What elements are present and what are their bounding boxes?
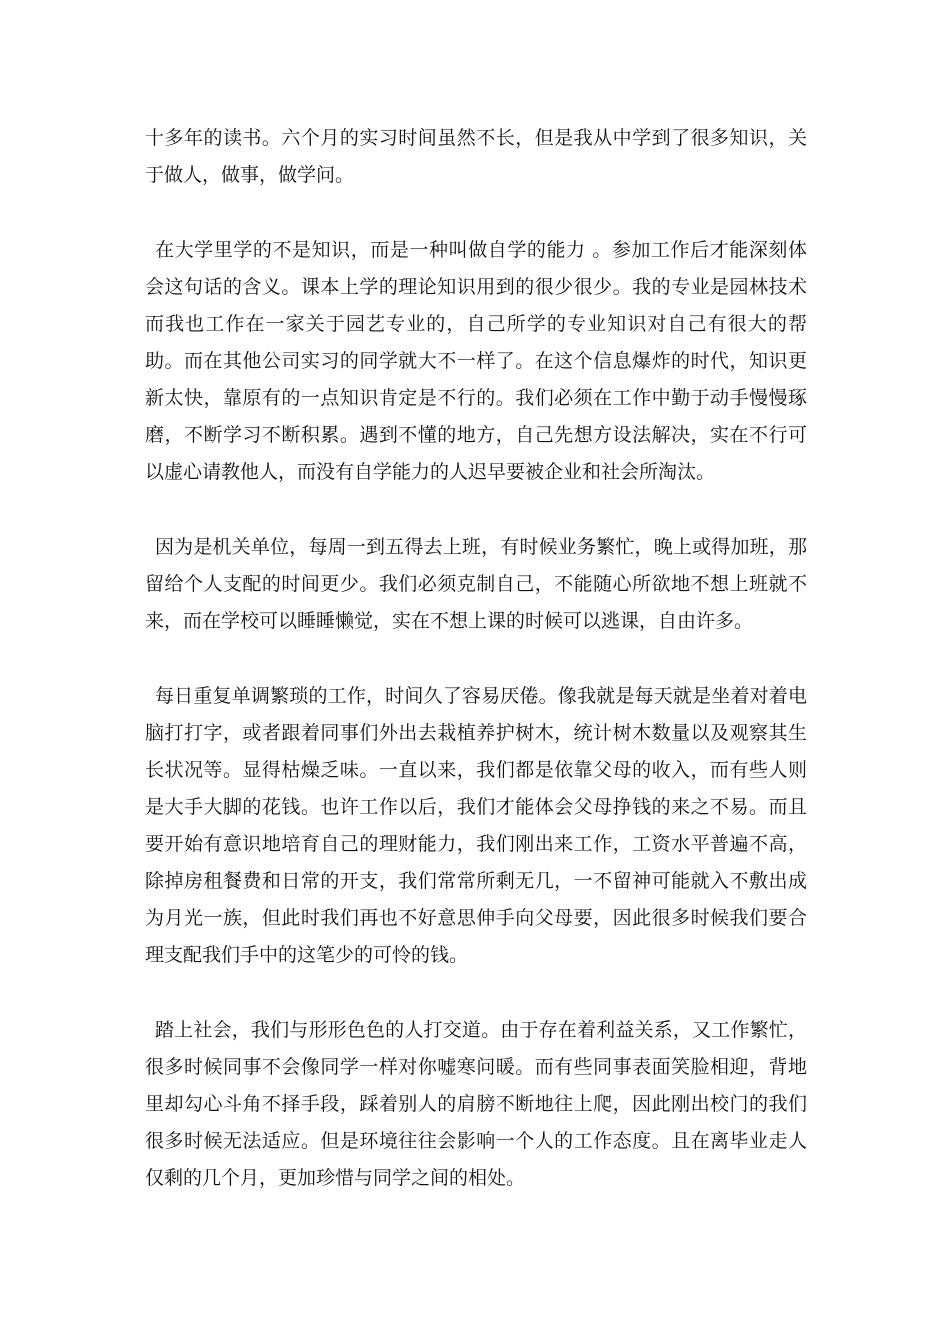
- paragraph-3: 因为是机关单位，每周一到五得去上班，有时候业务繁忙，晚上或得加班，那留给个人支配的时间更少。我们必须克制自己，不能随心所欲地不想上班就不来，而在学校可以睡睡懒觉，实在不想上课的时候可以逃课，自由许多。: [145, 536, 807, 632]
- paragraph-4: 每日重复单调繁琐的工作，时间久了容易厌倦。像我就是每天就是坐着对着电脑打打字，或者跟着同事们外出去栽植养护树木，统计树木数量以及观察其生长状况等。显得枯燥乏味。一直以来，我们都是依靠父母的收入，而有些人则是大手大脚的花钱。也许工作以后，我们才能体会父母挣钱的来之不易。而且要开始有意识地培育自己的理财能力，我们刚出来工作，工资水平普遍不高，除掉房租餐费和日常的开支，我们常常所剩无几，一不留神可能就入不敷出成为月光一族，但此时我们再也不好意思伸手向父母要，因此很多时候我们要合理支配我们手中的这笔少的可怜的钱。: [145, 685, 807, 966]
- paragraph-2: 在大学里学的不是知识，而是一种叫做自学的能力 。参加工作后才能深刻体会这句话的含义。课本上学的理论知识用到的很少很少。我的专业是园林技术而我也工作在一家关于园艺专业的，自己所学的专业知识对自己有很大的帮助。而在其他公司实习的同学就大不一样了。在这个信息爆炸的时代，知识更新太快，靠原有的一点知识肯定是不行的。我们必须在工作中勤于动手慢慢琢磨，不断学习不断积累。遇到不懂的地方，自己先想方设法解决，实在不行可以虚心请教他人，而没有自学能力的人迟早要被企业和社会所淘汰。: [145, 239, 807, 483]
- paragraph-5: 踏上社会，我们与形形色色的人打交道。由于存在着利益关系，又工作繁忙，很多时候同事不会像同学一样对你嘘寒问暖。而有些同事表面笑脸相迎，背地里却勾心斗角不择手段，踩着别人的肩膀不断地往上爬，因此刚出校门的我们很多时候无法适应。但是环境往往会影响一个人的工作态度。且在离毕业走人仅剩的几个月，更加珍惜与同学之间的相处。: [145, 1019, 807, 1189]
- document-body: [145, 120, 807, 1197]
- paragraph-1: 十多年的读书。六个月的实习时间虽然不长，但是我从中学到了很多知识，关于做人，做事，做学问。: [145, 127, 807, 186]
